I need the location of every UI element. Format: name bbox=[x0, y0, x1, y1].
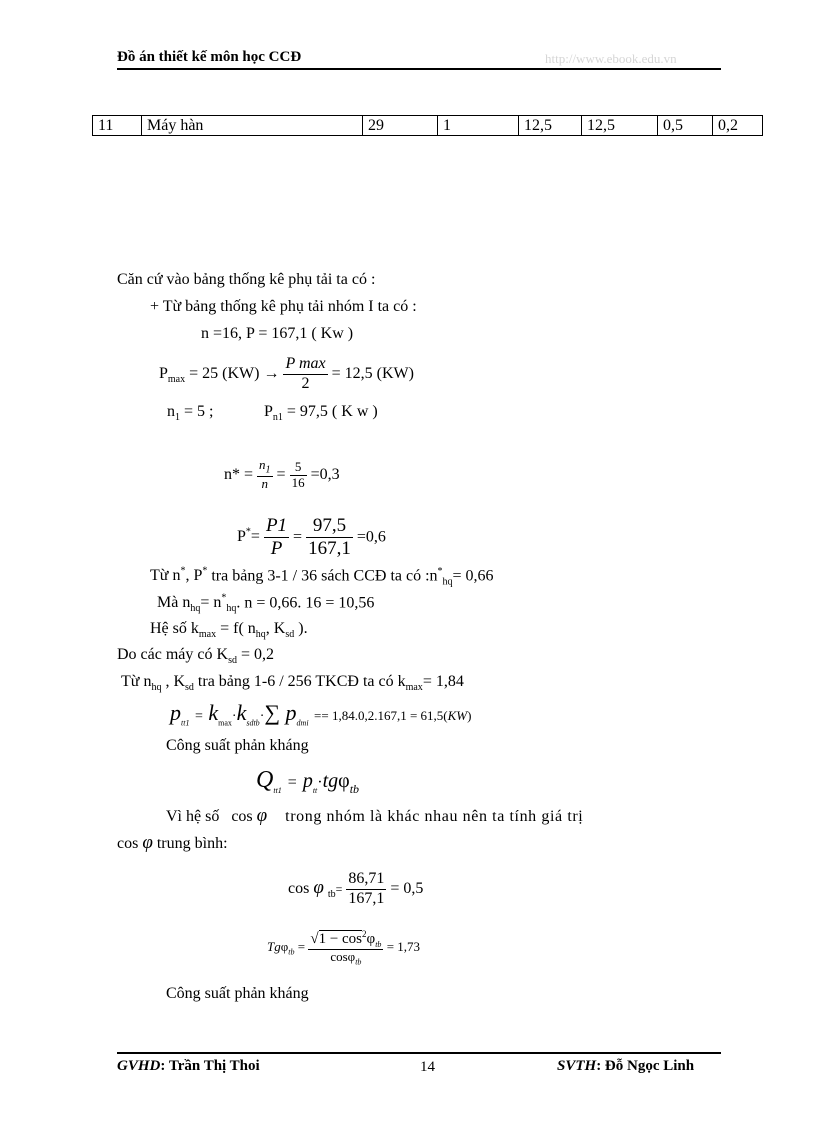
intro-text: Căn cứ vào bảng thống kê phụ tải ta có : bbox=[117, 271, 376, 288]
nstar-equation: n* = $\frac{n_1}{n}$ = $\frac{5}{16}$ =0,3 bbox=[224, 457, 340, 492]
table-cell-qty: 1 bbox=[438, 116, 519, 136]
footer-divider bbox=[117, 1052, 721, 1054]
reactive-power-label-2: Công suất phản kháng bbox=[166, 985, 309, 1002]
table-cell-code: 29 bbox=[363, 116, 438, 136]
footer-svth: SVTH: Đỗ Ngọc Linh bbox=[557, 1058, 695, 1074]
document-header-title: Đồ án thiết kế môn học CCĐ bbox=[117, 49, 302, 65]
pstar-equation: P*= $\frac{P1}{P}$ = $\frac{97,5}{167,1}$ =0,6 bbox=[237, 515, 386, 560]
watermark-url: http://www.ebook.edu.vn bbox=[545, 51, 677, 66]
table-cell-cos: 0,2 bbox=[713, 116, 763, 136]
ptt-equation: $p_{tt1} = k_{max}\cdot k_{sdtb}\cdot\sum$ $p_{dmi} == 1,84.0,2.167,1 = 61,5(KW)$ bbox=[170, 700, 472, 728]
table-cell-pdm2: 12,5 bbox=[582, 116, 658, 136]
table-cell-name: Máy hàn bbox=[142, 116, 363, 136]
pmax-rhs: = 12,5 (KW) bbox=[331, 365, 414, 382]
table-row bbox=[93, 116, 763, 136]
tra-bang-line: Từ n*, P* tra bảng 3-1 / 36 sách CCĐ ta có $:n^*_{hq}= 0,66$ bbox=[150, 566, 494, 588]
pmax-lhs: = 25 (KW) → bbox=[189, 365, 280, 382]
reactive-power-label: Công suất phản kháng bbox=[166, 737, 309, 754]
cos-tb-equation: cos φ $_{tb}$= $\frac{86,71}{167,1}$ = 0,5 bbox=[288, 870, 424, 907]
table-cell-ksd: 0,5 bbox=[658, 116, 713, 136]
footer-gvhd: GVHD: Trần Thị Thoi bbox=[117, 1058, 260, 1074]
qtt-equation: $Q_{tt1} = p_{tt}\cdot tg\varphi_{tb}$ bbox=[256, 767, 360, 796]
cos-paragraph-line1: Vì hệ số cos φ trong nhóm là khác nhau nên ta tính giá trị bbox=[166, 805, 584, 826]
table-cell-pdm1: 12,5 bbox=[519, 116, 582, 136]
tg-equation: Tgφ$_{tb}$ = $\frac{√1 - \cos^2\varphi_{tb}}{\cos\varphi_{tb}}$ = 1,73 bbox=[267, 929, 421, 967]
pmax-fraction: $\frac{\text{P max}}{2}$ bbox=[285, 355, 326, 392]
tu-nhq-line: Từ $n_{hq}$ , $K_{sd}$ tra bảng 1-6 / 256 TKCĐ ta có $k_{max}= 1,84$ bbox=[121, 673, 464, 694]
equipment-table bbox=[92, 115, 763, 136]
ma-nhq-line: Mà $n_{hq}= n^*_{hq}$. n = 0,66. 16 = 10,56 bbox=[157, 593, 375, 615]
do-cac-may-line: Do các máy có $K_{sd} = 0,2$ bbox=[117, 646, 274, 667]
n-p-values: n =16, P = 167,1 ( Kw ) bbox=[201, 325, 354, 342]
cos-paragraph-line2: cos φ trung bình: bbox=[117, 832, 228, 853]
he-so-line: Hệ số $k_{max} = f$( $n_{hq}$, $K_{sd}$ ). bbox=[150, 620, 308, 641]
page-number: 14 bbox=[420, 1059, 435, 1075]
pn1-equation: $P_{n1} = 97,5$ ( K w ) bbox=[264, 403, 378, 424]
header-divider bbox=[117, 68, 721, 70]
pmax-equation: $P_{max} = 25$ (KW) → $\frac{\text{P max}}{2}$ = 12,5 (KW) bbox=[159, 355, 414, 392]
n1-equation: $n_1 = 5$ ; bbox=[167, 403, 214, 424]
group-intro-text: + Từ bảng thống kê phụ tải nhóm I ta có : bbox=[150, 298, 417, 315]
table-cell-stt: 11 bbox=[93, 116, 142, 136]
